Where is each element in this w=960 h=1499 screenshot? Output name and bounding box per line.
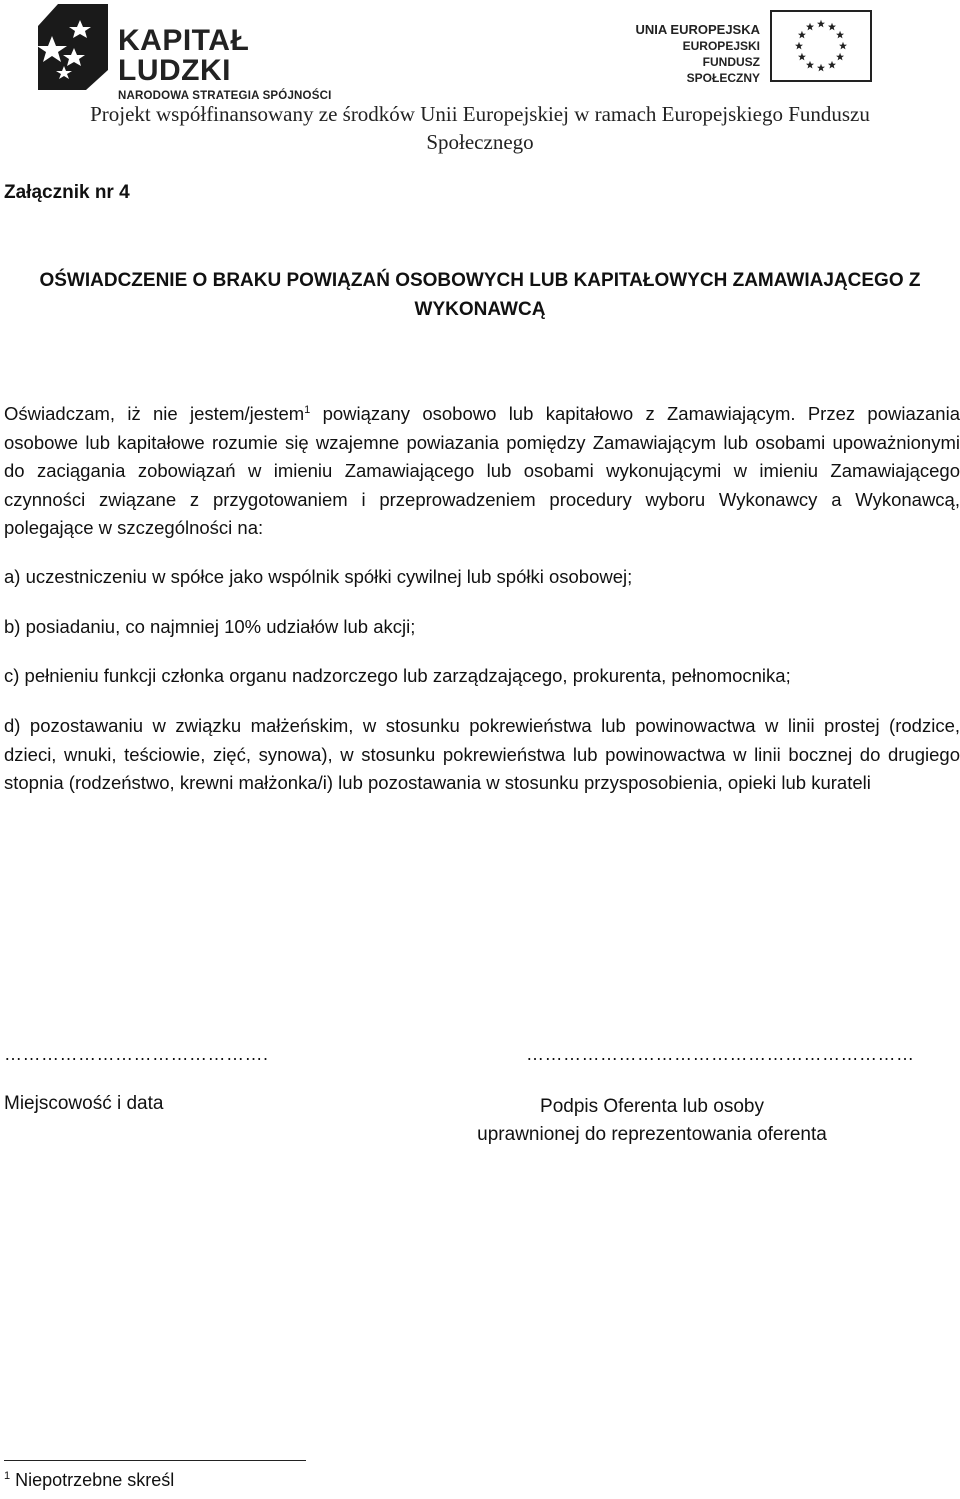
footnote <box>4 1470 174 1491</box>
footnote-number: 1 <box>4 1470 11 1482</box>
list-item-b: b) posiadaniu, co najmniej 10% udziałów lub akcji; <box>4 616 416 637</box>
footnote-separator <box>4 1460 306 1461</box>
place-date-label: Miejscowość i data <box>4 1093 164 1114</box>
footnote-reference: 1 <box>304 403 311 416</box>
kapital-ludzki-emblem-icon <box>34 2 112 92</box>
kapital-ludzki-title: KAPITAŁ LUDZKI <box>118 24 250 87</box>
signature-label-line-1: Podpis Oferenta lub osoby <box>540 1096 764 1117</box>
eu-logo <box>628 8 878 84</box>
list-item-a: a) uczestniczeniu w spółce jako wspólnik spółki cywilnej lub spółki osobowej; <box>4 566 633 587</box>
annex-label: Załącznik nr 4 <box>4 182 130 203</box>
cofinancing-header-line-1: Projekt współfinansowany ze środków Unii Europejskiej w ramach Europejskiego Funduszu <box>90 102 870 126</box>
eu-flag-icon <box>770 10 872 82</box>
signature-label-line-2: uprawnionej do reprezentowania oferenta <box>477 1124 827 1145</box>
kapital-ludzki-subtitle: NARODOWA STRATEGIA SPÓJNOŚCI <box>118 90 332 102</box>
eu-line-3: FUNDUSZ SPOŁECZNY <box>686 55 760 85</box>
signature-label <box>440 1093 864 1149</box>
statement-paragraph <box>4 400 960 543</box>
place-date-dotted-line: ……………………………………. <box>4 1044 269 1064</box>
document-title <box>10 266 950 324</box>
document-title-line-1: OŚWIADCZENIE O BRAKU POWIĄZAŃ OSOBOWYCH LUB KAPITAŁOWYCH ZAMAWIAJĄCEGO Z <box>39 270 921 291</box>
statement-rest: powiązany osobowo lub kapitałowo z Zamawiającym. Przez powiazania osobowe lub kapitałowe rozumie się wzajemne powiazania pomiędzy Zamawiającym lub osobami upoważnionymi do zaciągania zobowiązań w imieniu Zamawiającego lub osobami wykonującymi w imieniu Zamawiającego czynności związane z przygotowaniem i przeprowadzeniem procedury wyboru Wykonawcy a Wykonawcą, polegające w szczególności na: <box>4 403 960 538</box>
list-item-c: c) pełnieniu funkcji członka organu nadzorczego lub zarządzającego, prokurenta, pełnomocnika; <box>4 665 791 686</box>
list-item-d: d) pozostawaniu w związku małżeńskim, w stosunku pokrewieństwa lub powinowactwa w linii prostej (rodzice, dzieci, wnuki, teściowie, zięć, synowa), w stosunku pokrewieństwa lub powinowactwa w linii bocznej do drugiego stopnia (rodzeństwo, krewni małżonka/i) lub pozostawania w stosunku przysposobienia, opieki lub kurateli <box>4 715 960 793</box>
eu-line-1: UNIA EUROPEJSKA <box>635 22 760 37</box>
statement-lead: Oświadczam, iż nie jestem/jestem <box>4 403 305 424</box>
cofinancing-header <box>0 100 960 156</box>
kapital-ludzki-logo <box>34 2 334 102</box>
document-title-line-2: WYKONAWCĄ <box>414 299 546 320</box>
cofinancing-header-line-2: Społecznego <box>426 130 534 154</box>
signature-dotted-line: ……………………………………………………… <box>526 1044 915 1064</box>
eu-line-2: EUROPEJSKI <box>682 39 760 53</box>
footnote-text: Niepotrzebne skreśl <box>15 1470 175 1490</box>
